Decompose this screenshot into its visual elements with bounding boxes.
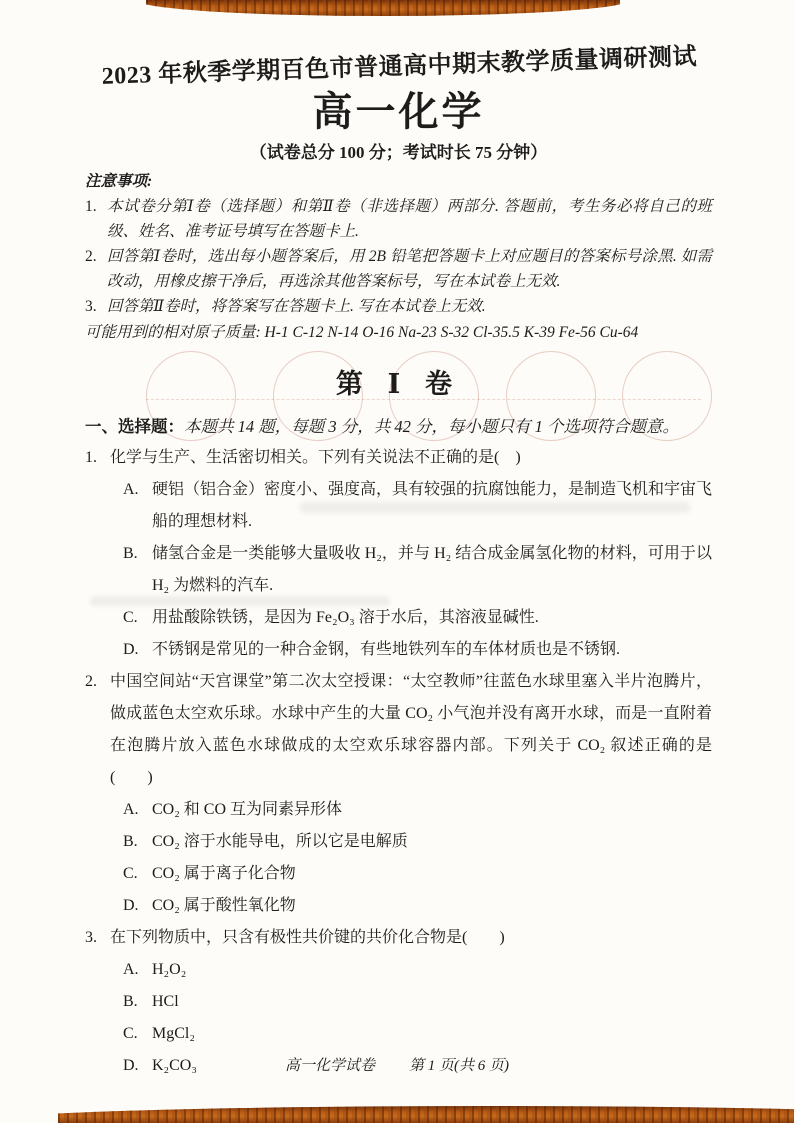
notice-item	[85, 244, 712, 294]
notice-item	[85, 194, 712, 244]
question-stem: 化学与生产、生活密切相关。下列有关说法不正确的是( )	[110, 449, 521, 466]
notice-item-number: 2.	[85, 248, 97, 265]
option-a	[123, 474, 712, 538]
option-b	[123, 986, 712, 1018]
question-1	[85, 442, 712, 666]
option-label: B.	[123, 833, 138, 850]
question-number: 3.	[85, 929, 97, 946]
section1-instructions	[85, 412, 712, 442]
option-text: MgCl₂	[152, 1025, 195, 1042]
notice-item-text: 本试卷分第Ⅰ卷（选择题）和第Ⅱ卷（非选择题）两部分. 答题前，考生务必将自己的班级、姓名、准考证号填写在答题卡上.	[107, 198, 712, 240]
question-number: 1.	[85, 449, 97, 466]
footer-doc-label: 高一化学试卷	[284, 1058, 375, 1074]
question-2-options	[123, 794, 712, 922]
page-footer	[0, 1054, 794, 1075]
notice-item-text: 回答第Ⅰ卷时，选出每小题答案后，用 2B 铅笔把答题卡上对应题目的答案标号涂黑. 如需改动，用橡皮擦干净后，再选涂其他答案标号，写在本试卷上无效.	[107, 248, 712, 290]
notice-item-text: 回答第Ⅱ卷时，将答案写在答题卡上. 写在本试卷上无效.	[107, 298, 486, 315]
question-list	[85, 442, 712, 1082]
option-d	[123, 634, 712, 666]
option-c	[123, 602, 712, 634]
option-text: 用盐酸除铁锈，是因为 Fe₂O₃ 溶于水后，其溶液显碱性.	[152, 609, 539, 626]
page-title: 2023 年秋季学期百色市普通高中期末教学质量调研测试	[101, 44, 698, 90]
option-label: A.	[123, 481, 139, 498]
option-label: C.	[123, 865, 138, 882]
option-a	[123, 954, 712, 986]
option-label: B.	[123, 993, 138, 1010]
option-text: CO₂ 属于酸性氧化物	[152, 897, 296, 914]
question-1-options	[123, 474, 712, 666]
section1-rules: 本题共 14 题，每题 3 分，共 42 分，每小题只有 1 个选项符合题意。	[184, 417, 679, 436]
option-text: 不锈钢是常见的一种合金钢，有些地铁列车的车体材质也是不锈钢.	[152, 641, 621, 658]
option-a	[123, 794, 712, 826]
notice-section	[85, 170, 712, 346]
option-text: HCl	[152, 993, 179, 1010]
notice-item-number: 1.	[85, 198, 97, 215]
option-d	[123, 890, 712, 922]
notice-item-number: 3.	[85, 298, 97, 315]
part1-header: 第 Ⅰ 卷	[335, 369, 462, 399]
option-label: A.	[123, 961, 139, 978]
question-number: 2.	[85, 673, 97, 690]
option-b	[123, 826, 712, 858]
atomic-masses-line: 可能用到的相对原子质量: H-1 C-12 N-14 O-16 Na-23 S-32 Cl-35.5 K-39 Fe-56 Cu-64	[85, 324, 639, 341]
option-text: 硬铝（铝合金）密度小、强度高，具有较强的抗腐蚀能力，是制造飞机和宇宙飞船的理想材料.	[152, 481, 713, 530]
notice-item	[85, 294, 712, 319]
notice-header: 注意事项:	[85, 173, 153, 190]
option-text: K₂CO₃	[152, 1057, 197, 1074]
option-text: H₂O₂	[152, 961, 187, 978]
option-label: B.	[123, 545, 138, 562]
option-label: D.	[123, 1057, 139, 1074]
option-label: C.	[123, 1025, 138, 1042]
score-duration-line: （试卷总分 100 分；考试时长 75 分钟）	[249, 143, 548, 162]
option-b	[123, 538, 712, 602]
option-label: D.	[123, 641, 139, 658]
option-c	[123, 1018, 712, 1050]
option-label: D.	[123, 897, 139, 914]
footer-page-number: 第 1 页(共 6 页)	[409, 1058, 509, 1074]
photo-wood-table-edge-bottom	[58, 1106, 794, 1123]
option-c	[123, 858, 712, 890]
option-text: CO₂ 和 CO 互为同素异形体	[152, 801, 343, 818]
option-label: C.	[123, 609, 138, 626]
option-text: 储氢合金是一类能够大量吸收 H₂，并与 H₂ 结合成金属氢化物的材料，可用于以 H₂ 为燃料的汽车.	[152, 545, 712, 594]
subject-title: 高一化学	[312, 90, 485, 134]
question-2	[85, 666, 712, 922]
option-label: A.	[123, 801, 139, 818]
question-stem: 在下列物质中，只含有极性共价键的共价化合物是( )	[110, 929, 505, 946]
option-text: CO₂ 溶于水能导电，所以它是电解质	[152, 833, 408, 850]
section1-label: 一、选择题：	[85, 417, 184, 436]
question-stem: 中国空间站“天宫课堂”第二次太空授课：“太空教师”往蓝色水球里塞入半片泡腾片，做成蓝色太空欢乐球。水球中产生的大量 CO₂ 小气泡并没有离开水球，而是一直附着在泡腾片放入蓝色水球做成的太空欢乐球容器内部。下列关于 CO₂ 叙述正确的是( )	[110, 673, 712, 786]
option-text: CO₂ 属于离子化合物	[152, 865, 296, 882]
